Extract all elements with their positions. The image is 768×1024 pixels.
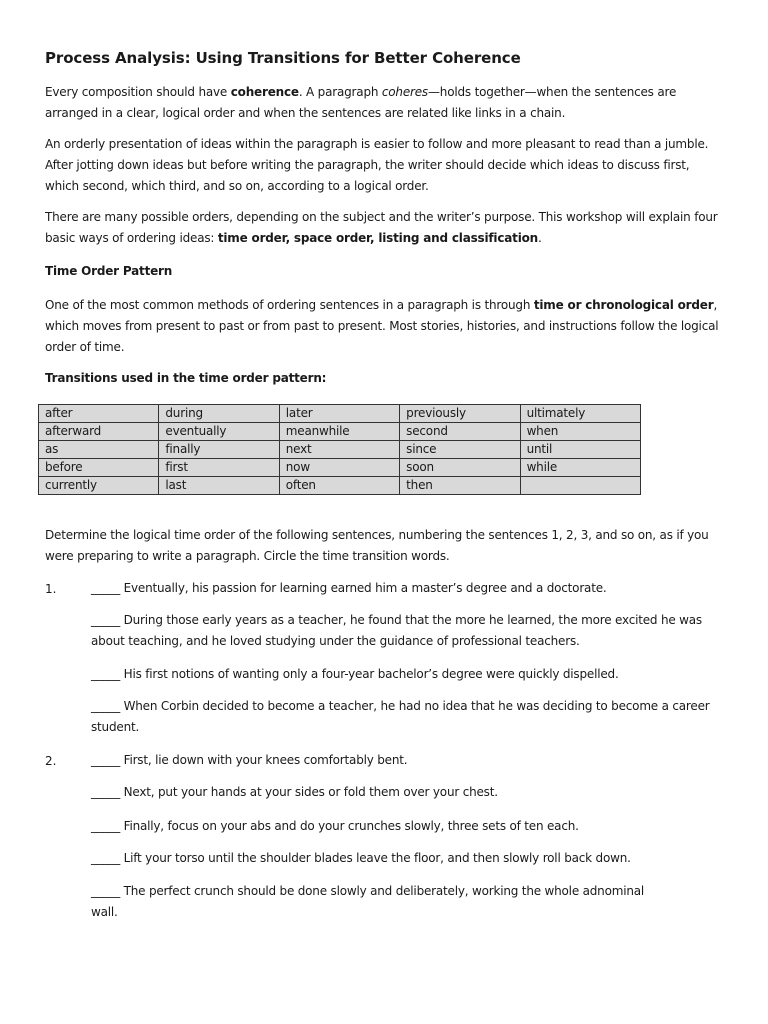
bold-term: time order, space order, listing and classification (217, 231, 538, 245)
table-cell: afterward (39, 423, 159, 441)
text-run: One of the most common methods of ordering sentences in a paragraph is through (45, 298, 534, 312)
table-cell: when (520, 423, 640, 441)
sentence-item: _____ Lift your torso until the shoulder blades leave the floor, and then slowly roll back down. (91, 851, 631, 865)
italic-term: coheres (381, 85, 428, 99)
bold-term: coherence (230, 85, 299, 99)
table-row (39, 423, 641, 441)
table-row (39, 459, 641, 477)
table-cell: meanwhile (279, 423, 399, 441)
paragraph-orderly: An orderly presentation of ideas within the paragraph is easier to follow and more pleasant to read than a jumble. After jotting down ideas but before writing the paragraph, the writer should decide which ideas to discuss first, which second, which third, and so on, according to a logical order. (45, 137, 709, 193)
paragraph-coherence (45, 82, 725, 124)
table-cell: often (279, 477, 399, 495)
bold-term: time or chronological order (533, 298, 714, 312)
sentence-item: _____ Next, put your hands at your sides or fold them over your chest. (91, 785, 498, 799)
sentence-item: _____ Finally, focus on your abs and do your crunches slowly, three sets of ten each. (91, 819, 579, 833)
table-row (39, 405, 641, 423)
text-run: Every composition should have (45, 85, 231, 99)
instructions-paragraph: Determine the logical time order of the following sentences, numbering the sentences 1, 2, 3, and so on, as if you were preparing to write a paragraph. Circle the time transition words. (45, 528, 709, 563)
table-cell: first (159, 459, 279, 477)
sentence-item: _____ When Corbin decided to become a teacher, he had no idea that he was deciding to become a career student. (91, 699, 710, 734)
table-cell: while (520, 459, 640, 477)
table-cell: as (39, 441, 159, 459)
sentence-item: _____ The perfect crunch should be done slowly and deliberately, working the whole adnominal wall. (91, 884, 645, 919)
section-heading-transitions: Transitions used in the time order pattern: (45, 371, 327, 385)
table-cell: now (279, 459, 399, 477)
paragraph-orders (45, 207, 725, 249)
table-row (39, 441, 641, 459)
table-cell: since (400, 441, 520, 459)
question-number: 1. (45, 582, 57, 596)
table-cell: soon (400, 459, 520, 477)
table-cell: during (159, 405, 279, 423)
section-heading-time-order: Time Order Pattern (45, 264, 173, 278)
table-cell: finally (159, 441, 279, 459)
table-cell: before (39, 459, 159, 477)
text-run: , which moves from present to past or from past to present. Most stories, histories, and instructions follow the logical order of time. (45, 298, 719, 354)
table-cell: until (520, 441, 640, 459)
table-cell: second (400, 423, 520, 441)
text-run: . (538, 231, 542, 245)
text-run: . A paragraph (298, 85, 382, 99)
table-cell (520, 477, 640, 495)
table-cell: next (279, 441, 399, 459)
table-cell: currently (39, 477, 159, 495)
table-cell: ultimately (520, 405, 640, 423)
paragraph-time-order (45, 295, 725, 358)
question-number: 2. (45, 754, 57, 768)
sentence-item: _____ Eventually, his passion for learning earned him a master’s degree and a doctorate. (91, 581, 607, 595)
table-cell: then (400, 477, 520, 495)
table-cell: after (39, 405, 159, 423)
transitions-table (38, 404, 641, 495)
table-cell: last (159, 477, 279, 495)
sentence-item: _____ First, lie down with your knees comfortably bent. (91, 753, 408, 767)
table-cell: later (279, 405, 399, 423)
sentence-item: _____ During those early years as a teacher, he found that the more he learned, the more excited he was about teaching, and he loved studying under the guidance of professional teachers. (91, 613, 702, 648)
table-cell: eventually (159, 423, 279, 441)
page-title: Process Analysis: Using Transitions for Better Coherence (45, 49, 521, 67)
table-row (39, 477, 641, 495)
table-cell: previously (400, 405, 520, 423)
text-run: There are many possible orders, depending on the subject and the writer’s purpose. This workshop will explain four basic ways of ordering ideas: (45, 210, 718, 245)
text-run: —holds together—when the sentences are arranged in a clear, logical order and when the sentences are related like links in a chain. (45, 85, 677, 120)
sentence-item: _____ His first notions of wanting only a four-year bachelor’s degree were quickly dispelled. (91, 667, 619, 681)
